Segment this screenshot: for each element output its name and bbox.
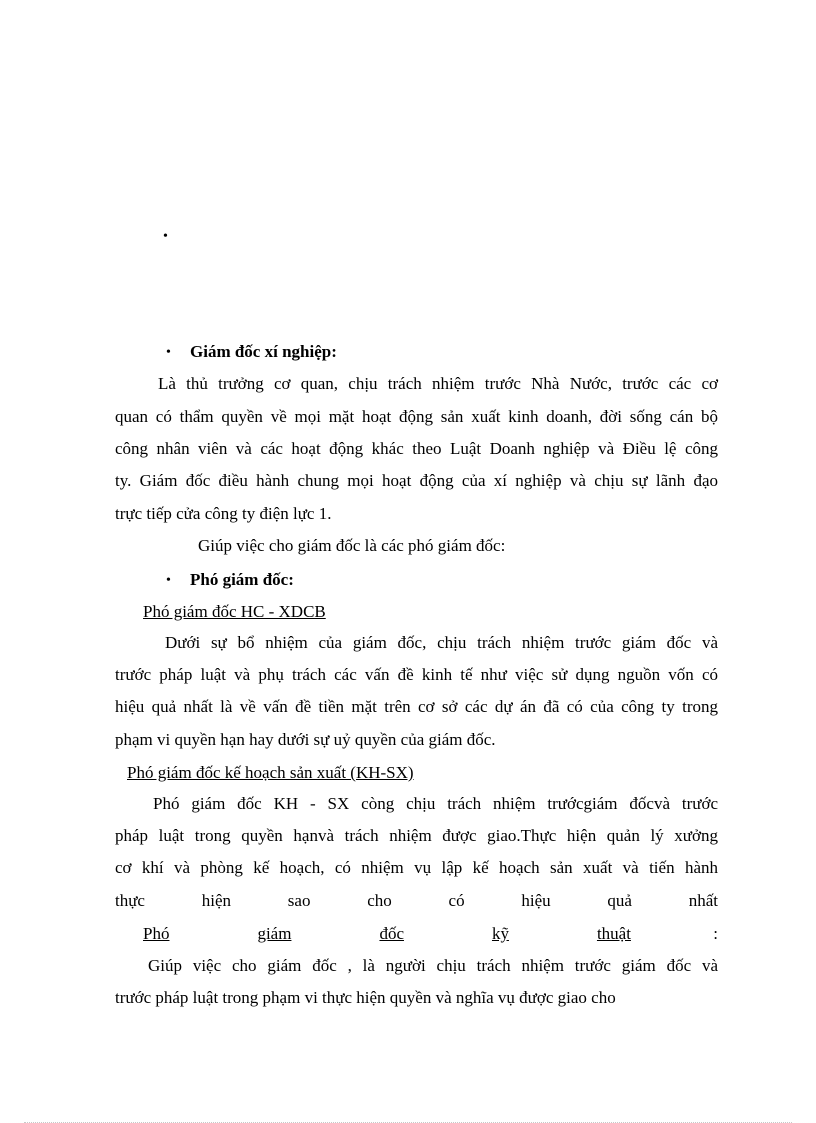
sub2-title: Phó giám đốc kế hoạch sản xuất (KH-SX) xyxy=(127,763,414,782)
sub3-title-underlined xyxy=(143,923,631,945)
sub3-title-word: Phó xyxy=(143,924,170,943)
sub3-line-1: Giúp việc cho giám đốc , là người chịu trách nhiệm trước giám đốc và xyxy=(148,956,718,975)
bullet-pho-giam-doc: • xyxy=(166,573,171,588)
sub1-line-2: trước pháp luật và phụ trách các vấn đề kinh tế như việc sử dụng nguồn vốn có xyxy=(115,665,718,684)
giam-doc-line-4: ty. Giám đốc điều hành chung mọi hoạt động của xí nghiệp và chịu sự lãnh đạo xyxy=(115,471,718,490)
sub1-line-1: Dưới sự bổ nhiệm của giám đốc, chịu trách nhiệm trước giám đốc và xyxy=(165,633,718,652)
heading-giam-doc: Giám đốc xí nghiệp: xyxy=(190,342,337,361)
sub2-line-1: Phó giám đốc KH - SX còng chịu trách nhiệm trướcgiám đốcvà trước xyxy=(153,794,718,813)
heading-pho-giam-doc: Phó giám đốc: xyxy=(190,570,294,589)
sub3-title-word: đốc xyxy=(379,924,404,943)
sub2-line-2: pháp luật trong quyền hạnvà trách nhiệm được giao.Thực hiện quản lý xưởng xyxy=(115,826,718,845)
empty-bullet: • xyxy=(163,229,168,244)
sub1-line-3: hiệu quả nhất là về vấn đề tiền mặt trên cơ sở các dự án đã có của công ty trong xyxy=(115,697,718,716)
sub3-title-word: giám xyxy=(257,924,292,943)
sub3-title xyxy=(143,923,718,945)
sub3-title-word: kỹ xyxy=(491,924,509,943)
sub3-line-2: trước pháp luật trong phạm vi thực hiện quyền và nghĩa vụ được giao cho xyxy=(115,988,616,1007)
bullet-giam-doc: • xyxy=(166,345,171,360)
sub3-title-word: thuật xyxy=(596,924,631,943)
giam-doc-line-3: công nhân viên và các hoạt động khác theo Luật Doanh nghiệp và Điều lệ công xyxy=(115,439,718,458)
giam-doc-line-1: Là thủ trưởng cơ quan, chịu trách nhiệm trước Nhà Nước, trước các cơ xyxy=(158,374,718,393)
giam-doc-line-2: quan có thẩm quyền về mọi mặt hoạt động sản xuất kinh doanh, đời sống cán bộ xyxy=(115,407,718,426)
giam-doc-line-5: trực tiếp cửa công ty điện lực 1. xyxy=(115,504,332,523)
sub2-line-3: cơ khí và phòng kế hoạch, có nhiệm vụ lập kế hoạch sản xuất và tiến hành xyxy=(115,858,718,877)
sub2-line-4: thực hiện sao cho có hiệu quả nhất xyxy=(115,891,718,910)
assist-line: Giúp việc cho giám đốc là các phó giám đốc: xyxy=(198,536,506,555)
sub1-title: Phó giám đốc HC - XDCB xyxy=(143,602,326,621)
sub1-line-4: phạm vi quyền hạn hay dưới sự uỷ quyền của giám đốc. xyxy=(115,730,496,749)
sub3-title-colon: : xyxy=(713,924,718,943)
